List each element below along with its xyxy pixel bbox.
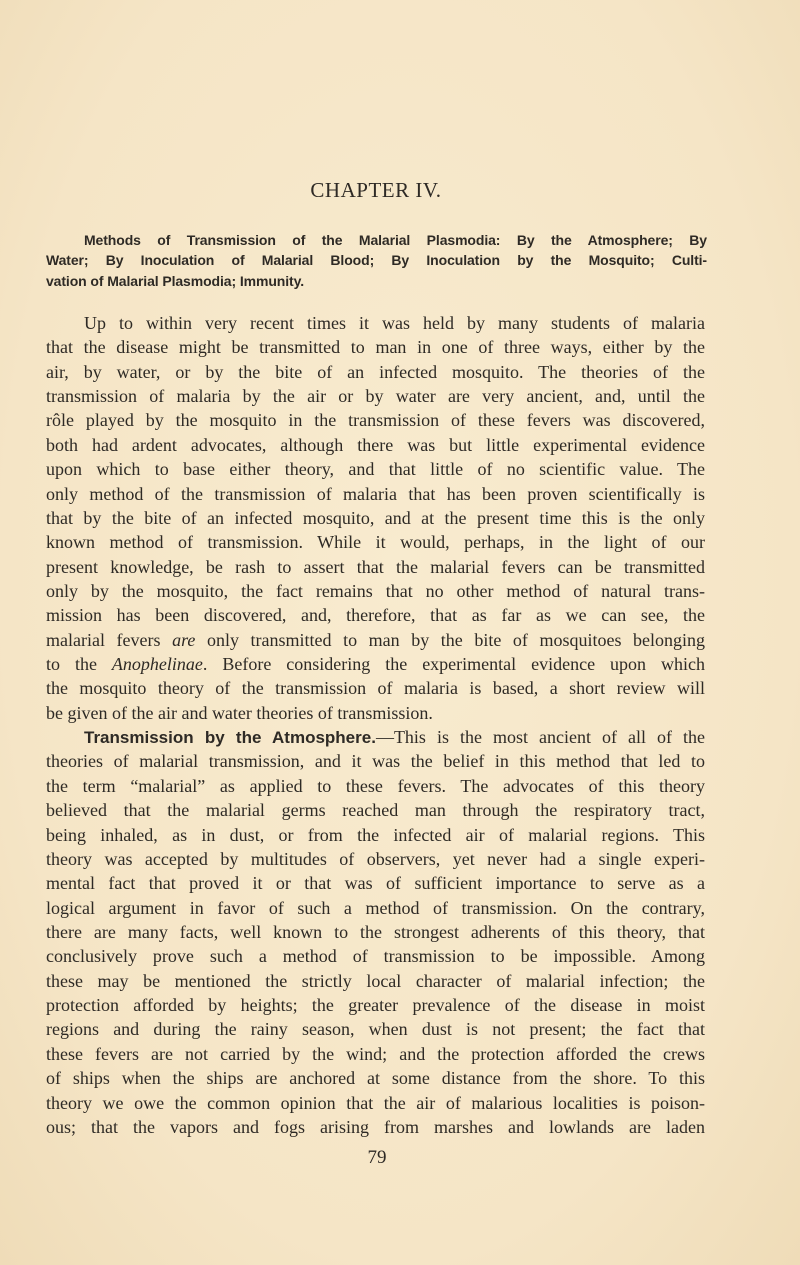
text-run: these may be mentioned the strictly local character of malarial infection; the xyxy=(46,970,705,991)
text-line xyxy=(46,847,705,871)
text-line xyxy=(46,993,705,1017)
text-run: rôle played by the mosquito in the transmission of these fevers was discovered, xyxy=(46,410,705,431)
text-run: to the xyxy=(46,654,112,675)
text-line xyxy=(46,482,705,506)
text-line xyxy=(46,603,705,627)
chapter-synopsis-line: vation of Malarial Plasmodia; Immunity. xyxy=(46,273,305,289)
text-run: . Before considering the experimental evidence upon which xyxy=(202,654,705,675)
text-line xyxy=(46,530,705,554)
text-line xyxy=(46,360,705,384)
text-line xyxy=(46,408,705,432)
text-line xyxy=(46,1017,705,1041)
text-run: be given of the air and water theories of transmission. xyxy=(46,702,433,723)
text-line xyxy=(46,579,705,603)
text-run: known method of transmission. While it would, perhaps, in the light of our xyxy=(46,532,705,553)
text-line xyxy=(46,701,705,725)
text-run: only transmitted to man by the bite of mosquitoes belonging xyxy=(195,629,706,650)
text-line xyxy=(46,433,705,457)
text-run: present knowledge, be rash to assert that the malarial fevers can be transmitted xyxy=(46,556,705,577)
text-run: protection afforded by heights; the greater prevalence of the disease in moist xyxy=(46,995,705,1016)
text-run: the term “malarial” as applied to these fevers. The advocates of this theory xyxy=(46,775,705,796)
text-line xyxy=(46,506,705,530)
text-line xyxy=(46,969,705,993)
text-line xyxy=(46,871,705,895)
text-run: only by the mosquito, the fact remains that no other method of natural trans- xyxy=(46,580,705,601)
chapter-synopsis-line: Water; By Inoculation of Malarial Blood; By Inoculation by the Mosquito; Culti- xyxy=(46,252,707,268)
text-run: air, by water, or by the bite of an infected mosquito. The theories of the xyxy=(46,361,705,382)
text-line xyxy=(46,384,705,408)
text-line xyxy=(46,823,705,847)
text-line xyxy=(46,1091,705,1115)
text-run: logical argument in favor of such a method of transmission. On the contrary, xyxy=(46,897,705,918)
text-run: upon which to base either theory, and that little of no scientific value. The xyxy=(46,459,705,480)
text-line xyxy=(46,1042,705,1066)
text-run: only method of the transmission of malaria that has been proven scientifically is xyxy=(46,483,705,504)
text-run: that the disease might be transmitted to man in one of three ways, either by the xyxy=(46,337,705,358)
text-line xyxy=(46,457,705,481)
italic-text: Anophelinae xyxy=(111,654,203,675)
text-run: being inhaled, as in dust, or from the infected air of malarial regions. This xyxy=(46,824,705,845)
text-line xyxy=(46,920,705,944)
text-run: these fevers are not carried by the wind; and the protection afforded the crews xyxy=(46,1043,705,1064)
text-line xyxy=(46,725,705,750)
text-line xyxy=(46,896,705,920)
text-line xyxy=(46,944,705,968)
text-line xyxy=(46,311,705,335)
text-line xyxy=(46,774,705,798)
text-run: of ships when the ships are anchored at some distance from the shore. To this xyxy=(46,1068,705,1089)
text-run: regions and during the rainy season, when dust is not present; the fact that xyxy=(46,1019,705,1040)
text-run: malarial fevers xyxy=(46,629,173,650)
text-run: transmission of malaria by the air or by water are very ancient, and, until the xyxy=(46,386,705,407)
text-run: believed that the malarial germs reached man through the respiratory tract, xyxy=(46,800,705,821)
section-heading: Transmission by the Atmosphere. xyxy=(84,728,376,748)
text-line xyxy=(46,628,705,652)
text-run: both had ardent advocates, although there was but little experimental evidence xyxy=(46,434,705,455)
chapter-title: CHAPTER IV. xyxy=(310,178,442,202)
text-line xyxy=(46,798,705,822)
italic-text: are xyxy=(172,629,196,650)
text-line xyxy=(46,652,705,676)
text-line xyxy=(46,1066,705,1090)
text-line xyxy=(46,676,705,700)
text-line xyxy=(46,749,705,773)
text-line xyxy=(46,335,705,359)
text-run: the mosquito theory of the transmission of malaria is based, a short review will xyxy=(46,678,705,699)
text-run: mental fact that proved it or that was of sufficient importance to serve as a xyxy=(46,873,705,894)
text-run: mission has been discovered, and, therefore, that as far as we can see, the xyxy=(46,605,705,626)
text-run: ous; that the vapors and fogs arising from marshes and lowlands are laden xyxy=(46,1116,705,1137)
chapter-synopsis-line: Methods of Transmission of the Malarial Plasmodia: By the Atmosphere; By xyxy=(84,232,707,248)
text-run: Up to within very recent times it was held by many students of malaria xyxy=(84,313,705,333)
text-run: that by the bite of an infected mosquito, and at the present time this is the only xyxy=(46,507,705,528)
text-line xyxy=(46,555,705,579)
page-number: 79 xyxy=(367,1147,387,1168)
text-run: theory we owe the common opinion that the air of malarious localities is poison- xyxy=(46,1092,705,1113)
text-line xyxy=(46,1115,705,1139)
text-run: there are many facts, well known to the strongest adherents of this theory, that xyxy=(46,922,705,942)
text-run: conclusively prove such a method of transmission to be impossible. Among xyxy=(46,946,705,967)
text-run: theory was accepted by multitudes of observers, yet never had a single experi- xyxy=(46,848,705,869)
text-run: —This is the most ancient of all of the xyxy=(375,727,705,748)
text-run: theories of malarial transmission, and it was the belief in this method that led to xyxy=(46,751,705,772)
